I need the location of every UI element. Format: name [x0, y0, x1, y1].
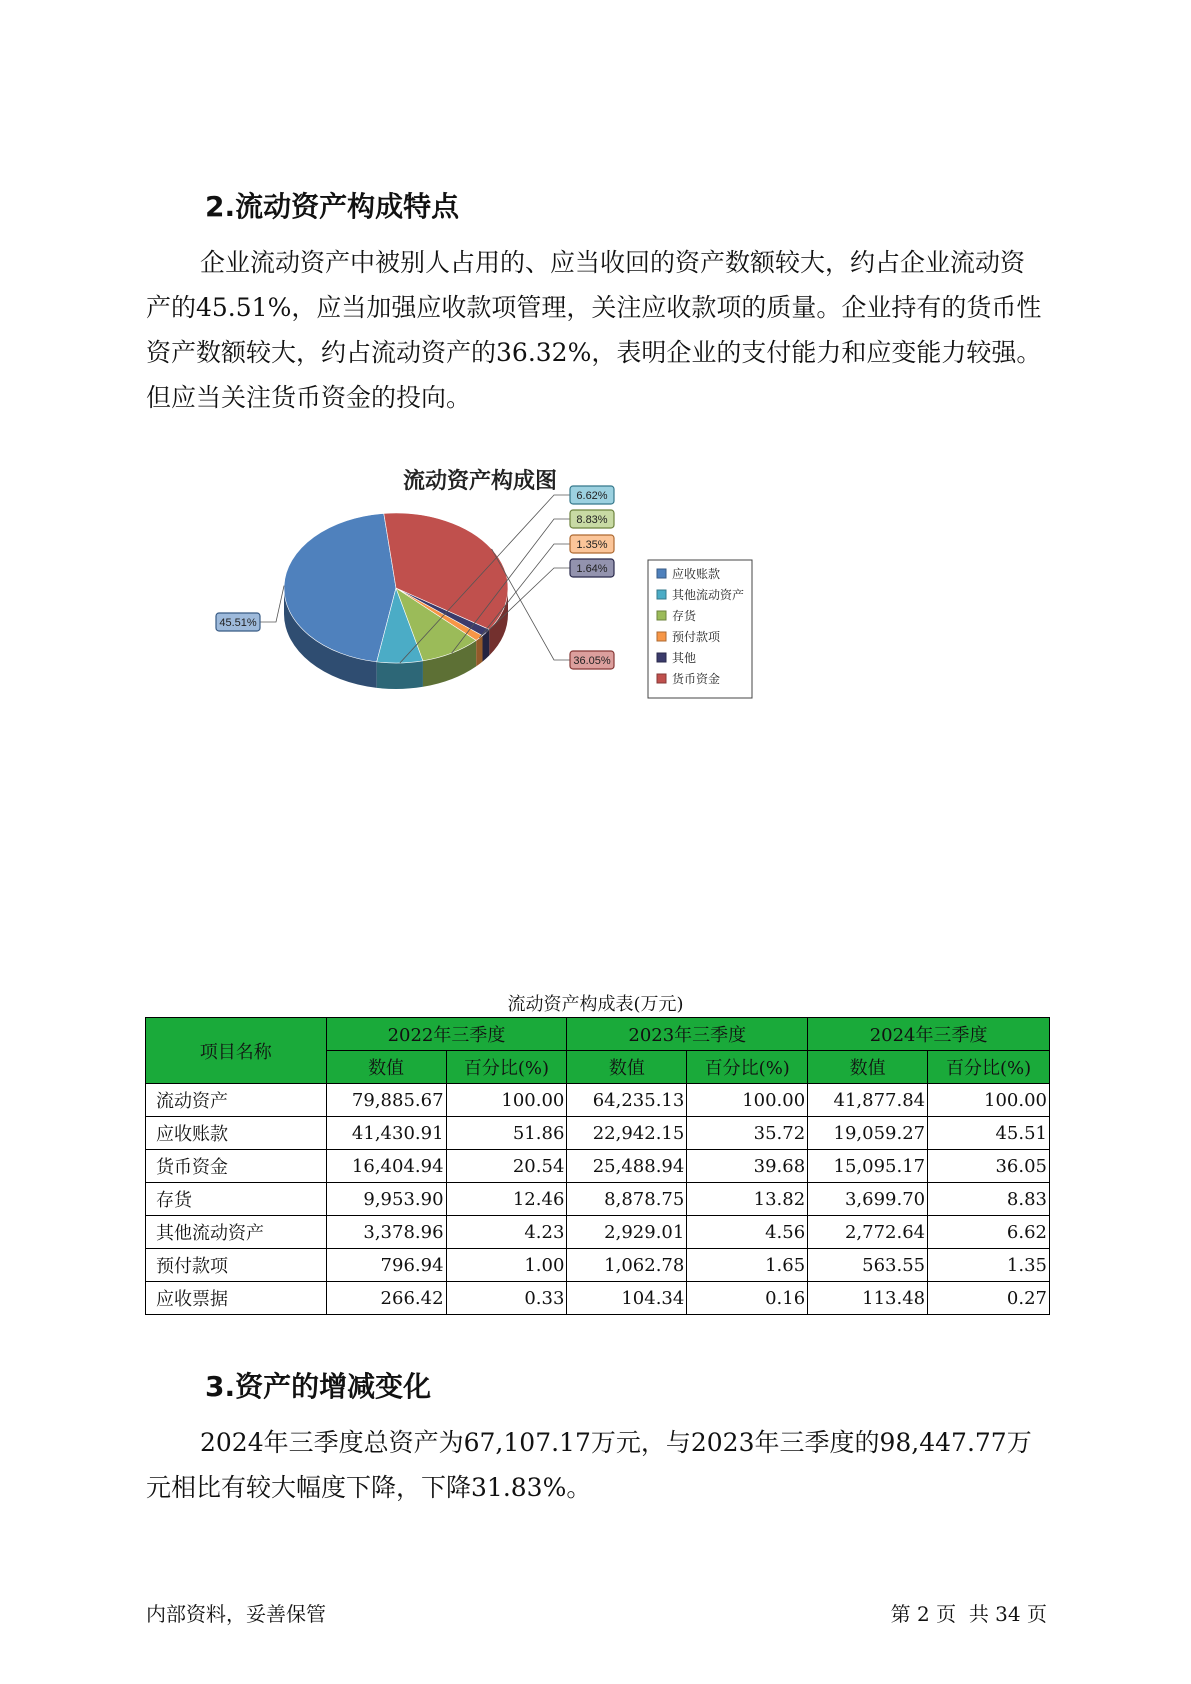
footer-confidential: 内部资料，妥善保管 — [146, 1602, 326, 1626]
value-cell: 41,430.91 — [326, 1117, 446, 1150]
percent-cell: 39.68 — [687, 1150, 808, 1183]
pie-layer — [284, 513, 508, 689]
data-label: 1.64% — [576, 563, 608, 575]
section-2-paragraph — [146, 240, 1046, 420]
legend-swatch — [657, 590, 666, 599]
row-name-cell: 存货 — [146, 1183, 327, 1216]
period-header: 2023年三季度 — [567, 1018, 808, 1051]
percent-cell: 13.82 — [687, 1183, 808, 1216]
row-name-cell: 其他流动资产 — [146, 1216, 327, 1249]
period-header: 2022年三季度 — [326, 1018, 567, 1051]
legend-item-label: 应收账款 — [672, 567, 721, 581]
value-cell: 9,953.90 — [326, 1183, 446, 1216]
current-assets-pie-chart — [180, 455, 820, 775]
legend-item-label: 货币资金 — [672, 672, 721, 686]
legend-item-label: 其他流动资产 — [672, 588, 745, 602]
row-name-cell: 货币资金 — [146, 1150, 327, 1183]
percent-cell: 0.33 — [446, 1282, 567, 1315]
percent-cell: 51.86 — [446, 1117, 567, 1150]
percent-cell: 1.65 — [687, 1249, 808, 1282]
data-label: 36.05% — [573, 655, 611, 667]
percent-cell: 4.23 — [446, 1216, 567, 1249]
table-row — [146, 1117, 1050, 1150]
value-cell: 266.42 — [326, 1282, 446, 1315]
value-header: 数值 — [808, 1051, 928, 1084]
table-caption: 流动资产构成表(万元) — [507, 994, 684, 1015]
value-header: 数值 — [326, 1051, 446, 1084]
legend-swatch — [657, 632, 666, 641]
percent-header: 百分比(%) — [446, 1051, 567, 1084]
value-cell: 796.94 — [326, 1249, 446, 1282]
pie-slice-side — [476, 636, 482, 667]
percent-cell: 36.05 — [928, 1150, 1050, 1183]
value-cell: 2,772.64 — [808, 1216, 928, 1249]
percent-cell: 8.83 — [928, 1183, 1050, 1216]
percent-cell: 100.00 — [928, 1084, 1050, 1117]
value-cell: 79,885.67 — [326, 1084, 446, 1117]
section-2-heading: 2.流动资产构成特点 — [205, 190, 460, 223]
legend-swatch — [657, 611, 666, 620]
percent-cell: 45.51 — [928, 1117, 1050, 1150]
table-row — [146, 1183, 1050, 1216]
value-header: 数值 — [567, 1051, 687, 1084]
legend-item-label: 预付款项 — [672, 630, 721, 644]
percent-cell: 100.00 — [446, 1084, 567, 1117]
value-cell: 41,877.84 — [808, 1084, 928, 1117]
section-2-text: 企业流动资产中被别人占用的、应当收回的资产数额较大，约占企业流动资产的45.51%，应当加强应收款项管理，关注应收款项的质量。企业持有的货币性资产数额较大，约占流动资产的36.32%，表明企业的支付能力和应变能力较强。但应当关注货币资金的投向。 — [146, 248, 1042, 412]
footer-page-number: 第 2 页 共 34 页 — [890, 1602, 1047, 1626]
percent-cell: 1.35 — [928, 1249, 1050, 1282]
data-label: 8.83% — [576, 514, 608, 526]
percent-header: 百分比(%) — [928, 1051, 1050, 1084]
chart-legend — [648, 560, 752, 698]
value-cell: 19,059.27 — [808, 1117, 928, 1150]
data-label: 6.62% — [576, 490, 608, 502]
chart-title: 流动资产构成图 — [402, 468, 558, 493]
percent-cell: 4.56 — [687, 1216, 808, 1249]
value-cell: 3,378.96 — [326, 1216, 446, 1249]
data-label: 1.35% — [576, 539, 608, 551]
row-name-cell: 应收账款 — [146, 1117, 327, 1150]
row-name-cell: 流动资产 — [146, 1084, 327, 1117]
section-3-paragraph — [146, 1420, 1046, 1510]
value-cell: 113.48 — [808, 1282, 928, 1315]
table-row — [146, 1084, 1050, 1117]
legend-swatch — [657, 653, 666, 662]
table-row — [146, 1249, 1050, 1282]
value-cell: 22,942.15 — [567, 1117, 687, 1150]
section-3-heading: 3.资产的增减变化 — [205, 1370, 432, 1403]
table-header-row — [146, 1018, 1050, 1051]
legend-item-label: 存货 — [672, 609, 697, 623]
value-cell: 563.55 — [808, 1249, 928, 1282]
value-cell: 8,878.75 — [567, 1183, 687, 1216]
item-name-header: 项目名称 — [146, 1018, 327, 1084]
percent-header: 百分比(%) — [687, 1051, 808, 1084]
percent-cell: 20.54 — [446, 1150, 567, 1183]
legend-swatch — [657, 674, 666, 683]
value-cell: 16,404.94 — [326, 1150, 446, 1183]
period-header: 2024年三季度 — [808, 1018, 1050, 1051]
value-cell: 64,235.13 — [567, 1084, 687, 1117]
percent-cell: 35.72 — [687, 1117, 808, 1150]
percent-cell: 12.46 — [446, 1183, 567, 1216]
percent-cell: 0.16 — [687, 1282, 808, 1315]
percent-cell: 6.62 — [928, 1216, 1050, 1249]
percent-cell: 100.00 — [687, 1084, 808, 1117]
value-cell: 25,488.94 — [567, 1150, 687, 1183]
value-cell: 15,095.17 — [808, 1150, 928, 1183]
value-cell: 2,929.01 — [567, 1216, 687, 1249]
row-name-cell: 预付款项 — [146, 1249, 327, 1282]
current-assets-table — [145, 1017, 1050, 1315]
legend-swatch — [657, 569, 666, 578]
percent-cell: 0.27 — [928, 1282, 1050, 1315]
table-row — [146, 1150, 1050, 1183]
value-cell: 3,699.70 — [808, 1183, 928, 1216]
percent-cell: 1.00 — [446, 1249, 567, 1282]
value-cell: 1,062.78 — [567, 1249, 687, 1282]
section-3-text: 2024年三季度总资产为67,107.17万元，与2023年三季度的98,447.77万元相比有较大幅度下降，下降31.83%。 — [146, 1428, 1032, 1502]
value-cell: 104.34 — [567, 1282, 687, 1315]
pie-slice-side — [377, 661, 423, 689]
row-name-cell: 应收票据 — [146, 1282, 327, 1315]
label-leader-line — [260, 586, 284, 622]
data-label: 45.51% — [219, 617, 257, 629]
table-row — [146, 1282, 1050, 1315]
table-row — [146, 1216, 1050, 1249]
legend-item-label: 其他 — [672, 651, 697, 665]
